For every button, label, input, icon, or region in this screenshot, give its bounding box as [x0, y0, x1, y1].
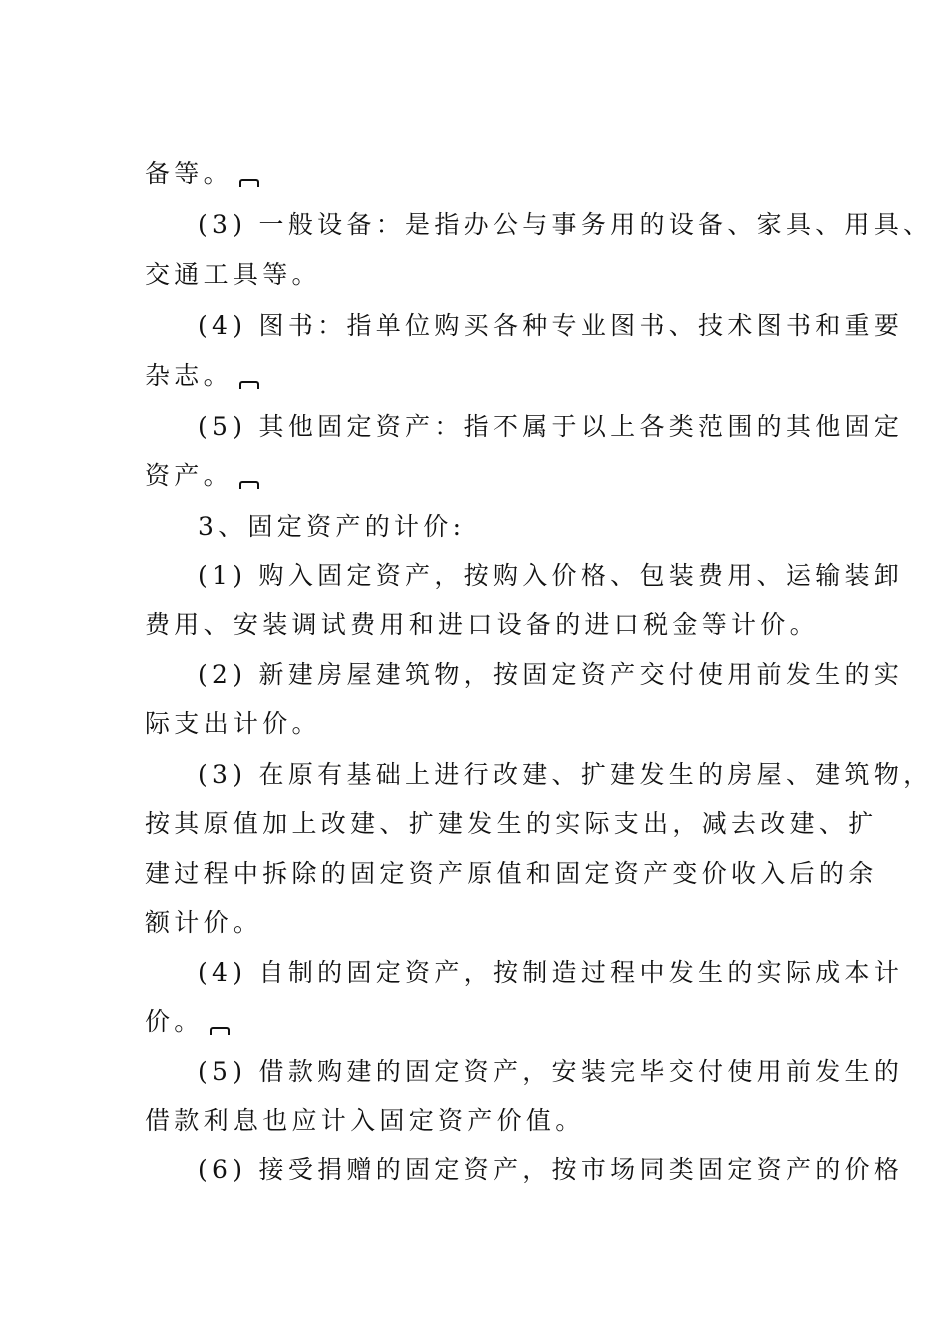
line-text: (4) 图书：指单位购买各种专业图书、技术图书和重要 [198, 311, 904, 340]
line-text: 际支出计价。 [145, 709, 321, 738]
text-line-continuation [145, 1002, 845, 1042]
text-line-new-buildings [198, 655, 904, 695]
text-line-continuation [145, 154, 845, 194]
text-line-continuation [145, 456, 845, 496]
paragraph-mark-icon [210, 1027, 230, 1035]
line-text: 资产。 [145, 461, 233, 490]
paragraph-mark-icon [239, 481, 259, 489]
text-line-continuation [145, 356, 845, 396]
line-text: (5) 借款购建的固定资产，安装完毕交付使用前发生的 [198, 1057, 904, 1086]
paragraph-mark-icon [239, 381, 259, 389]
line-text: 价。 [145, 1007, 204, 1036]
line-text: 按其原值加上改建、扩建发生的实际支出，减去改建、扩 [145, 809, 878, 838]
text-line-self-made [198, 953, 904, 993]
line-text: 费用、安装调试费用和进口设备的进口税金等计价。 [145, 610, 819, 639]
line-text: (2) 新建房屋建筑物，按固定资产交付使用前发生的实 [198, 660, 904, 689]
line-text: (5) 其他固定资产：指不属于以上各类范围的其他固定 [198, 412, 904, 441]
text-line-continuation [145, 1101, 845, 1141]
section-heading-valuation [198, 507, 898, 547]
text-line-renovation [198, 755, 933, 795]
line-text: 借款利息也应计入固定资产价值。 [145, 1106, 585, 1135]
line-text: 交通工具等。 [145, 260, 321, 289]
text-line-general-equipment [198, 205, 933, 245]
line-text: (6) 接受捐赠的固定资产，按市场同类固定资产的价格 [198, 1155, 904, 1184]
text-line-continuation [145, 605, 845, 645]
line-text: 杂志。 [145, 361, 233, 390]
text-line-books [198, 306, 904, 346]
line-text: (3) 在原有基础上进行改建、扩建发生的房屋、建筑物， [198, 760, 933, 789]
text-line-continuation [145, 255, 845, 295]
line-text: (1) 购入固定资产，按购入价格、包装费用、运输装卸 [198, 561, 904, 590]
line-text: 建过程中拆除的固定资产原值和固定资产变价收入后的余 [145, 859, 878, 888]
line-text: (4) 自制的固定资产，按制造过程中发生的实际成本计 [198, 958, 904, 987]
text-line-donated [198, 1150, 904, 1190]
text-line-other-assets [198, 407, 904, 447]
text-line-continuation [145, 704, 845, 744]
text-line-continuation [145, 804, 878, 844]
line-text: 备等。 [145, 159, 233, 188]
text-line-continuation [145, 903, 845, 943]
paragraph-mark-icon [239, 179, 259, 187]
text-line-continuation [145, 854, 878, 894]
line-text: 额计价。 [145, 908, 263, 937]
text-line-purchased-assets [198, 556, 904, 596]
text-line-loan-built [198, 1052, 904, 1092]
line-text: (3) 一般设备：是指办公与事务用的设备、家具、用具、 [198, 210, 933, 239]
line-text: 3、固定资产的计价: [198, 512, 466, 541]
